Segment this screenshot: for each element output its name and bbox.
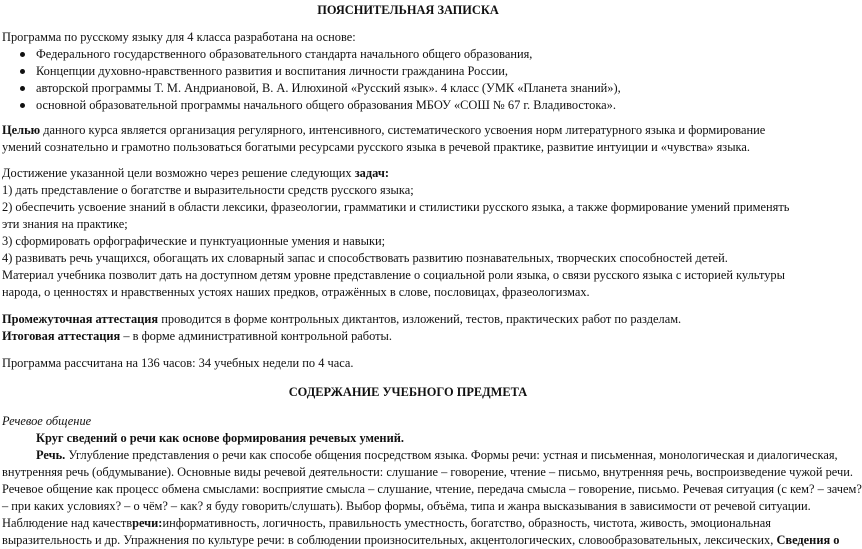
task-item: 1) дать представление о богатстве и выразительности средств русского языка; bbox=[2, 183, 414, 197]
list-item: основной образовательной программы начального общего образования МБОУ «СОШ № 67 г. Владивостока». bbox=[2, 97, 808, 114]
section-body: Круг сведений о речи как основе формирования речевых умений. Речь. Углубление представления о речи как способе общения посредством языка. Формы речи: устная и письменная, монологическая и диалогическая, внутренняя речь (обдумывание). Основные виды речевой деятельности: слушание – говорение, чтение – письмо, внутренняя речь, воспроизведение чужой речи. Речевое общение как процесс обмена смыслами: восприятие смысла – слушание, чтение, передача смысла – говорение, письмо. Речевая ситуация (с кем? – зачем? – при каких условиях? – о чём? – как? я буду говорить/слушать). Выбор формы, объёма, типа и жанра высказывания в зависимости от речевой ситуации. Наблюдение над качествречи:информативность, логичность, правильность уместность, богатство, образность, чистота, живость, эмоциональная выразительность и др. Упражнения по культуре речи: в соблюдении произносительных, акцентологических, словообразовательных, лексических, Сведения о bbox=[2, 431, 862, 547]
list-item: авторской программы Т. М. Андриановой, В. А. Илюхиной «Русский язык». 4 класс (УМК «Планета знаний»), bbox=[2, 80, 808, 97]
section-title: Речевое общение bbox=[2, 414, 92, 428]
task-item: эти знания на практике; bbox=[2, 217, 128, 231]
list-item: Концепции духовно-нравственного развития и воспитания личности гражданина России, bbox=[2, 63, 808, 80]
bullet-icon bbox=[20, 52, 25, 57]
goal-paragraph: Целью данного курса является организация регулярного, интенсивного, систематического усвоения норм литературного языка и формирование умений сознательно и грамотно пользоваться богатыми ресурсами русского языка в речевой практике, развитие интуиции и «чувства» языка. bbox=[2, 123, 766, 154]
doc-title: ПОЯСНИТЕЛЬНАЯ ЗАПИСКА bbox=[317, 3, 499, 17]
hours-text: Программа рассчитана на 136 часов: 34 учебных недели по 4 часа. bbox=[2, 356, 354, 370]
attestation-paragraph: Промежуточная аттестация проводится в форме контрольных диктантов, изложений, тестов, практических работ по разделам. Итоговая аттестация – в форме административной контрольной работы. bbox=[2, 312, 682, 343]
task-item: 3) сформировать орфографические и пунктуационные умения и навыки; bbox=[2, 234, 386, 248]
material-paragraph: Материал учебника позволит дать на доступном детям уровне представление о социальной роли языка, о связи русского языка с историей культуры народа, о ценностях и нравственных устоях наших предков, отражённых в слове, пословицах, фразеологизмах. bbox=[2, 268, 785, 299]
basis-list bbox=[2, 46, 808, 114]
final-label: Итоговая аттестация bbox=[2, 329, 121, 343]
content-title: СОДЕРЖАНИЕ УЧЕБНОГО ПРЕДМЕТА bbox=[288, 385, 528, 399]
bullet-icon bbox=[20, 103, 25, 108]
section-subtitle: Круг сведений о речи как основе формирования речевых умений. bbox=[36, 431, 404, 445]
tasks-label: задач: bbox=[354, 166, 389, 180]
task-item: 2) обеспечить усвоение знаний в области лексики, фразеологии, грамматики и стилистики русского языка, а также формирование умений применять bbox=[2, 200, 790, 214]
goal-label: Целью bbox=[2, 123, 41, 137]
list-item: Федерального государственного образовательного стандарта начального общего образования, bbox=[2, 46, 808, 63]
intro-text: Программа по русскому языку для 4 класса разработана на основе: bbox=[2, 30, 356, 44]
tasks-paragraph: Достижение указанной цели возможно через решение следующих задач: 1) дать представление о богатстве и выразительности средств русского языка; 2) обеспечить усвоение знаний в области лексики, фразеологии, грамматики и стилистики русского языка, а также формирование умений применять эти знания на практике; 3) сформировать орфографические и пунктуационные умения и навыки; 4) развивать речь учащихся, обогащать их словарный запас и способствовать развитию познавательных, творческих способностей детей. bbox=[2, 165, 808, 267]
bullet-icon bbox=[20, 69, 25, 74]
speech-label: Речь. bbox=[36, 448, 66, 462]
bullet-icon bbox=[20, 86, 25, 91]
task-item: 4) развивать речь учащихся, обогащать их словарный запас и способствовать развитию познавательных, творческих способностей детей. bbox=[2, 251, 728, 265]
interim-label: Промежуточная аттестация bbox=[2, 312, 159, 326]
